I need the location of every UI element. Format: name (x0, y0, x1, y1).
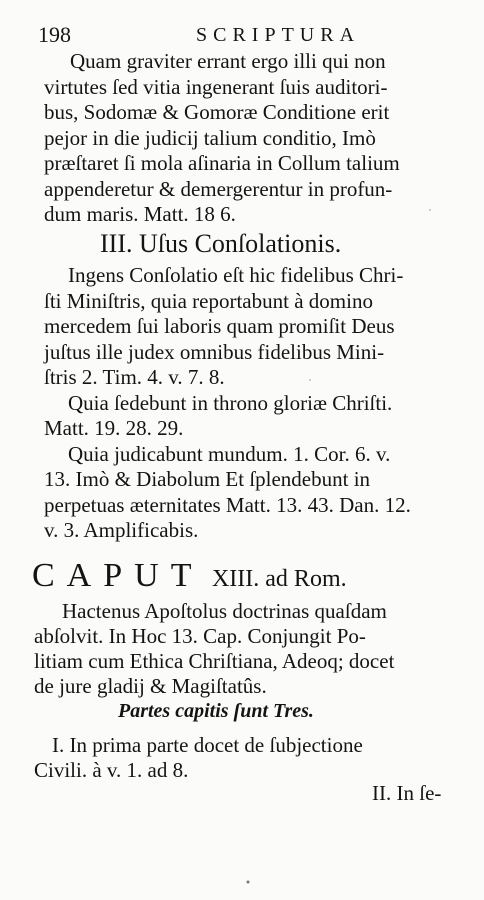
page-header (38, 20, 458, 50)
text-line: v. 3. Amplificabis. (44, 518, 199, 542)
text-line: Quia ſedebunt in throno gloriæ Chriſti. (68, 391, 393, 415)
text-line: Quam graviter errant ergo illi qui non (70, 49, 386, 73)
section-heading: III. Uſus Conſolationis. (100, 229, 342, 258)
text-line: Hactenus Apoſtolus doctrinas quaſdam (62, 599, 387, 623)
text-line: Matt. 19. 28. 29. (44, 416, 184, 440)
catchword: II. In ſe- (372, 781, 442, 805)
text-line: dum maris. Matt. 18 6. (44, 202, 236, 226)
text-line: præſtaret ſi mola aſinaria in Collum talium (44, 151, 400, 175)
text-line: litiam cum Ethica Chriſtiana, Adeoq; docet (34, 649, 395, 673)
chapter-caput-word: CAPUT (32, 557, 204, 594)
text-line: bus, Sodomæ & Gomoræ Conditione erit (44, 100, 390, 124)
chapter-heading (32, 556, 347, 599)
text-line: virtutes ſed vitia ingenerant ſuis auditori- (44, 75, 388, 99)
text-line: Ingens Conſolatio eſt hic fidelibus Chri- (68, 263, 404, 287)
text-line: pejor in die judicij talium conditio, Imò (44, 126, 376, 150)
text-line: ſtris 2. Tim. 4. v. 7. 8. (44, 365, 225, 389)
text-line: abſolvit. In Hoc 13. Cap. Conjungit Po- (34, 624, 366, 648)
chapter-caput-rest: XIII. ad Rom. (211, 566, 347, 592)
text-line: de jure gladij & Magiſtatûs. (34, 674, 267, 698)
text-line: appenderetur & demergerentur in profun- (44, 177, 393, 201)
text-line: Civili. à v. 1. ad 8. (34, 758, 189, 782)
parts-subheading: Partes capitis ſunt Tres. (118, 700, 314, 722)
text-line: I. In prima parte docet de ſubjectione (52, 733, 363, 757)
text-line: juſtus ille judex omnibus fidelibus Mini- (44, 340, 385, 364)
running-title: SCRIPTURA (196, 24, 361, 46)
text-line: ſti Miniſtris, quia reportabunt à domino (44, 289, 373, 313)
text-line: 13. Imò & Diabolum Et ſplendebunt in (44, 467, 371, 491)
text-line: perpetuas æternitates Matt. 13. 43. Dan. 12. (44, 493, 411, 517)
page-number: 198 (38, 22, 71, 47)
text-line: Quia judicabunt mundum. 1. Cor. 6. v. (68, 442, 391, 466)
text-line: mercedem ſui laboris quam promiſit Deus (44, 314, 395, 338)
